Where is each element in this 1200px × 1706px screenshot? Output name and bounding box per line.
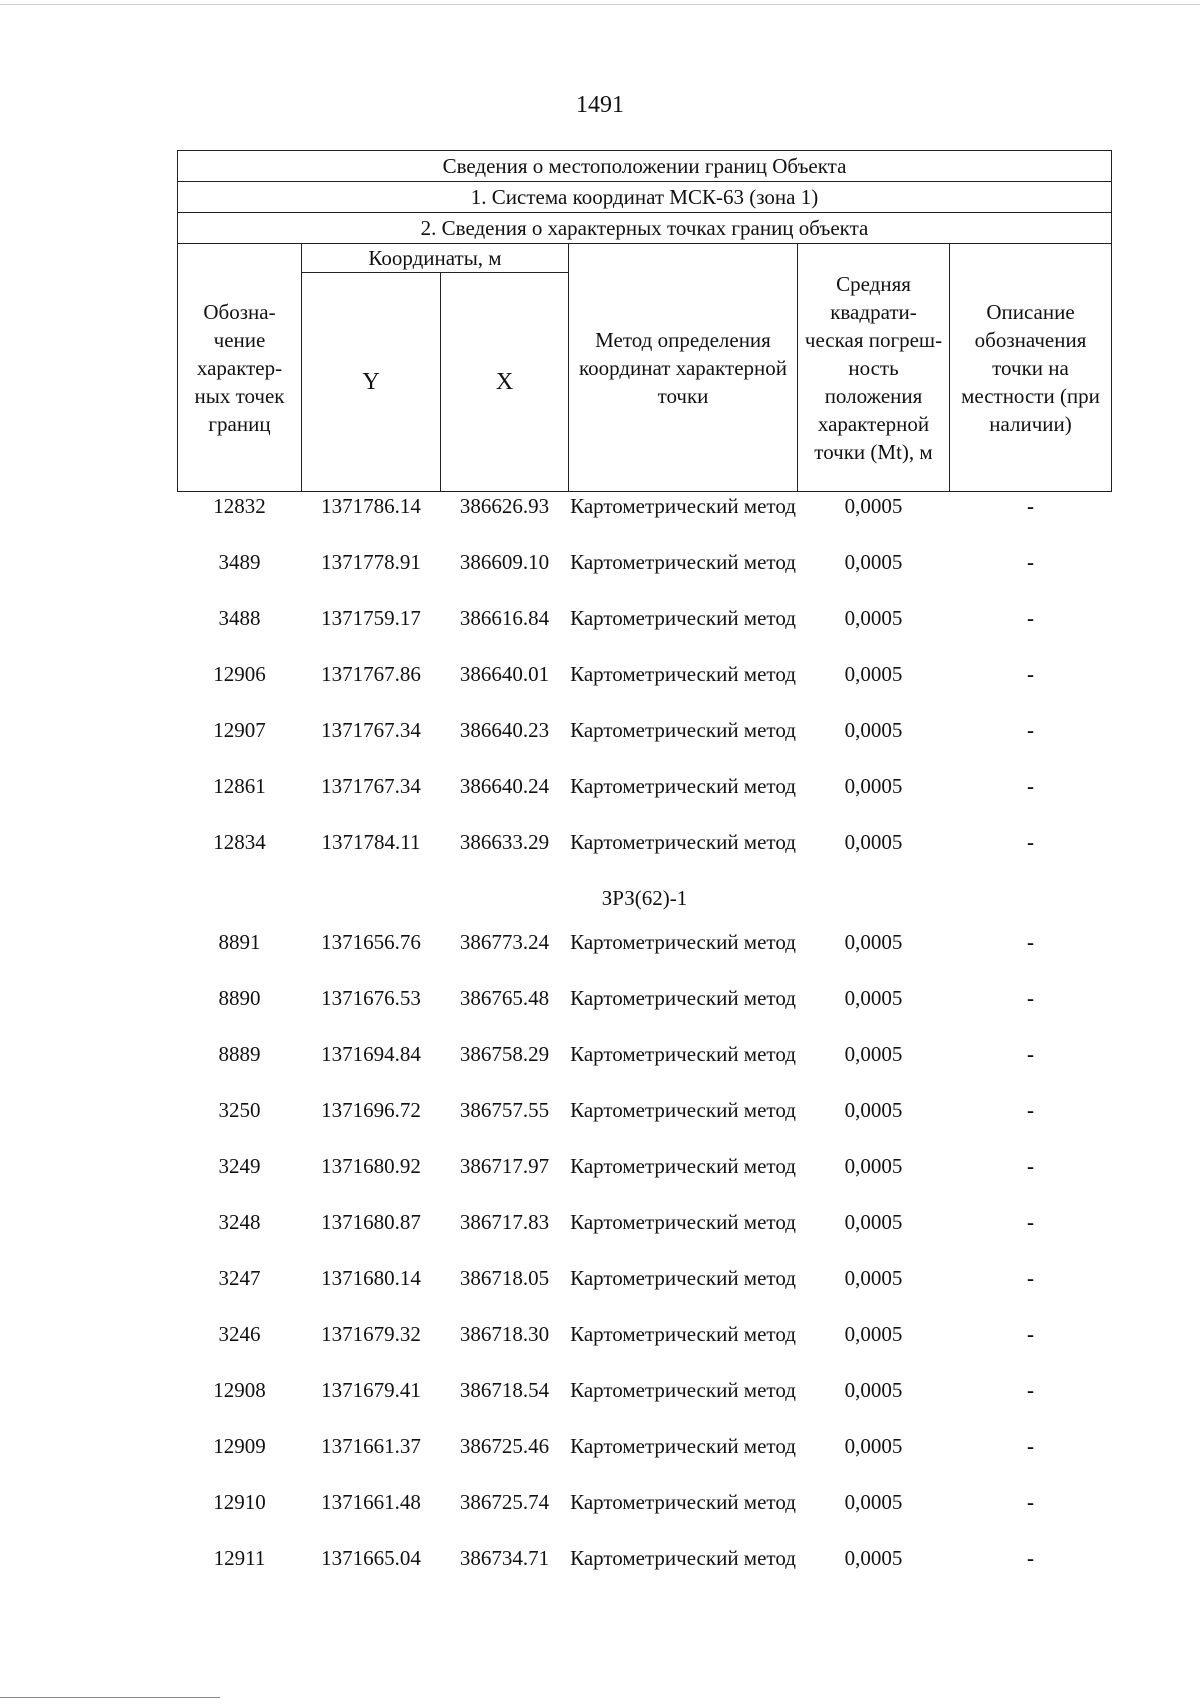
- header-description: Описание обозначения точки на местности (при наличии): [950, 244, 1112, 492]
- method: Картометрический метод: [570, 606, 796, 630]
- error-value: 0,0005: [844, 1042, 903, 1066]
- error-value: 0,0005: [844, 774, 903, 798]
- coord-y: 1371679.41: [321, 1378, 421, 1402]
- point-id: 3489: [218, 550, 261, 574]
- coord-x: 386718.30: [459, 1322, 550, 1346]
- description: [950, 1208, 1112, 1264]
- method: Картометрический метод: [570, 1546, 796, 1570]
- table-row: [178, 1152, 1112, 1208]
- header-method: Метод определения координат характерной точки: [569, 244, 798, 492]
- method: Картометрический метод: [570, 1154, 796, 1178]
- table-row: [178, 660, 1112, 716]
- point-id: 12910: [213, 1490, 266, 1514]
- point-id: 8890: [218, 986, 261, 1010]
- table-row: [178, 772, 1112, 828]
- error-value: 0,0005: [844, 1378, 903, 1402]
- point-id: 8891: [218, 930, 261, 954]
- point-id: 12906: [213, 662, 266, 686]
- table-row: [178, 1544, 1112, 1600]
- coord-y: 1371680.14: [321, 1266, 421, 1290]
- table-row: [178, 548, 1112, 604]
- error-value: 0,0005: [844, 1098, 903, 1122]
- error-value: 0,0005: [844, 1154, 903, 1178]
- coord-x: 386640.01: [459, 662, 550, 686]
- coord-y: 1371786.14: [321, 494, 421, 518]
- method: Картометрический метод: [570, 1266, 796, 1290]
- section-row: [178, 884, 1112, 928]
- table-row: [178, 928, 1112, 984]
- point-id: 3247: [218, 1266, 261, 1290]
- method: Картометрический метод: [570, 662, 796, 686]
- point-id: 12861: [213, 774, 266, 798]
- description-dash: -: [1027, 1546, 1034, 1570]
- table-row: [178, 716, 1112, 772]
- coord-y: 1371767.34: [321, 774, 421, 798]
- error-value: 0,0005: [844, 830, 903, 854]
- coord-y: 1371661.48: [321, 1490, 421, 1514]
- description: [950, 548, 1112, 604]
- description-dash: -: [1027, 606, 1034, 630]
- description: [950, 1040, 1112, 1096]
- method: Картометрический метод: [570, 930, 796, 954]
- description: [950, 1432, 1112, 1488]
- error-value: 0,0005: [844, 1434, 903, 1458]
- table-row: [178, 1320, 1112, 1376]
- description: [950, 1152, 1112, 1208]
- error-value: 0,0005: [844, 606, 903, 630]
- page-number: 1491: [576, 92, 624, 118]
- method: Картометрический метод: [570, 1042, 796, 1066]
- description-dash: -: [1027, 662, 1034, 686]
- section-label: ЗРЗ(62)-1: [601, 886, 688, 910]
- header-x: X: [441, 273, 569, 492]
- description-dash: -: [1027, 774, 1034, 798]
- coord-y: 1371696.72: [321, 1098, 421, 1122]
- coord-y: 1371694.84: [321, 1042, 421, 1066]
- description-dash: -: [1027, 1266, 1034, 1290]
- description-dash: -: [1027, 1154, 1034, 1178]
- coord-x: 386734.71: [459, 1546, 550, 1570]
- error-value: 0,0005: [844, 718, 903, 742]
- coord-y: 1371778.91: [321, 550, 421, 574]
- scan-edge-top: [0, 4, 1200, 5]
- method: Картометрический метод: [570, 1322, 796, 1346]
- point-id: 3488: [218, 606, 261, 630]
- coord-y: 1371665.04: [321, 1546, 421, 1570]
- method: Картометрический метод: [570, 494, 796, 518]
- point-id: 12907: [213, 718, 266, 742]
- coord-x: 386633.29: [459, 830, 550, 854]
- coord-x: 386717.97: [459, 1154, 550, 1178]
- description: [950, 492, 1112, 549]
- error-value: 0,0005: [844, 1490, 903, 1514]
- description: [950, 1264, 1112, 1320]
- description: [950, 1096, 1112, 1152]
- point-id: 12911: [213, 1546, 266, 1570]
- coord-x: 386717.83: [459, 1210, 550, 1234]
- coord-x: 386626.93: [459, 494, 550, 518]
- coord-x: 386718.54: [459, 1378, 550, 1402]
- description-dash: -: [1027, 930, 1034, 954]
- header-y: Y: [302, 273, 441, 492]
- coord-x: 386609.10: [459, 550, 550, 574]
- description-dash: -: [1027, 1434, 1034, 1458]
- coord-x: 386773.24: [459, 930, 550, 954]
- point-id: 12909: [213, 1434, 266, 1458]
- coord-y: 1371661.37: [321, 1434, 421, 1458]
- table-title: Сведения о местоположении границ Объекта: [178, 151, 1112, 182]
- section-title: 2. Сведения о характерных точках границ объекта: [178, 213, 1112, 244]
- description-dash: -: [1027, 1042, 1034, 1066]
- description-dash: -: [1027, 1210, 1034, 1234]
- table-row: [178, 604, 1112, 660]
- coord-x: 386725.74: [459, 1490, 550, 1514]
- method: Картометрический метод: [570, 1378, 796, 1402]
- coord-x: 386757.55: [459, 1098, 550, 1122]
- description-dash: -: [1027, 830, 1034, 854]
- coord-y: 1371680.87: [321, 1210, 421, 1234]
- coord-x: 386765.48: [459, 986, 550, 1010]
- table-row: [178, 1264, 1112, 1320]
- description: [950, 984, 1112, 1040]
- point-id: 3250: [218, 1098, 261, 1122]
- point-id: 12832: [213, 494, 266, 518]
- coord-y: 1371680.92: [321, 1154, 421, 1178]
- header-designation: Обозна-чение характер-ных точек границ: [178, 244, 302, 492]
- error-value: 0,0005: [844, 930, 903, 954]
- description: [950, 1488, 1112, 1544]
- description: [950, 660, 1112, 716]
- method: Картометрический метод: [570, 1210, 796, 1234]
- error-value: 0,0005: [844, 1546, 903, 1570]
- coord-x: 386725.46: [459, 1434, 550, 1458]
- header-coordinates: Координаты, м: [302, 244, 569, 273]
- coord-y: 1371656.76: [321, 930, 421, 954]
- table-row: [178, 1096, 1112, 1152]
- method: Картометрический метод: [570, 550, 796, 574]
- description: [950, 828, 1112, 884]
- description: [950, 1544, 1112, 1600]
- error-value: 0,0005: [844, 1210, 903, 1234]
- description-dash: -: [1027, 1490, 1034, 1514]
- coordinate-system: 1. Система координат МСК-63 (зона 1): [178, 182, 1112, 213]
- method: Картометрический метод: [570, 774, 796, 798]
- description-dash: -: [1027, 718, 1034, 742]
- scan-edge-bottom: [0, 1697, 220, 1698]
- error-value: 0,0005: [844, 986, 903, 1010]
- method: Картометрический метод: [570, 1490, 796, 1514]
- point-id: 12908: [213, 1378, 266, 1402]
- description: [950, 1320, 1112, 1376]
- coord-y: 1371759.17: [321, 606, 421, 630]
- method: Картометрический метод: [570, 1434, 796, 1458]
- description: [950, 716, 1112, 772]
- error-value: 0,0005: [844, 550, 903, 574]
- coord-y: 1371767.34: [321, 718, 421, 742]
- error-value: 0,0005: [844, 662, 903, 686]
- table-row: [178, 1432, 1112, 1488]
- description: [950, 604, 1112, 660]
- description-dash: -: [1027, 1322, 1034, 1346]
- description: [950, 1376, 1112, 1432]
- table-row: [178, 984, 1112, 1040]
- coord-x: 386640.23: [459, 718, 550, 742]
- table-body: [178, 492, 1112, 1601]
- point-id: 8889: [218, 1042, 261, 1066]
- table-row: [178, 1040, 1112, 1096]
- table-header: [178, 151, 1112, 492]
- table-row: [178, 1488, 1112, 1544]
- method: Картометрический метод: [570, 718, 796, 742]
- method: Картометрический метод: [570, 830, 796, 854]
- coord-y: 1371784.11: [321, 830, 421, 854]
- error-value: 0,0005: [844, 1266, 903, 1290]
- point-id: 3246: [218, 1322, 261, 1346]
- coord-y: 1371679.32: [321, 1322, 421, 1346]
- coordinates-table: [177, 150, 1112, 1600]
- description-dash: -: [1027, 494, 1034, 518]
- header-error: Средняя квадрати-ческая погреш-ность положения характерной точки (Mt), м: [798, 244, 950, 492]
- description-dash: -: [1027, 1098, 1034, 1122]
- description: [950, 772, 1112, 828]
- description-dash: -: [1027, 550, 1034, 574]
- coord-x: 386758.29: [459, 1042, 550, 1066]
- method: Картометрический метод: [570, 986, 796, 1010]
- description: [950, 928, 1112, 984]
- point-id: 3248: [218, 1210, 261, 1234]
- coord-x: 386616.84: [459, 606, 550, 630]
- coord-y: 1371676.53: [321, 986, 421, 1010]
- coord-y: 1371767.86: [321, 662, 421, 686]
- method: Картометрический метод: [570, 1098, 796, 1122]
- description-dash: -: [1027, 986, 1034, 1010]
- table-row: [178, 828, 1112, 884]
- point-id: 12834: [213, 830, 266, 854]
- error-value: 0,0005: [844, 494, 903, 518]
- error-value: 0,0005: [844, 1322, 903, 1346]
- point-id: 3249: [218, 1154, 261, 1178]
- table-row: [178, 1208, 1112, 1264]
- description-dash: -: [1027, 1378, 1034, 1402]
- table-row: [178, 1376, 1112, 1432]
- coord-x: 386718.05: [459, 1266, 550, 1290]
- table-row: [178, 492, 1112, 549]
- coord-x: 386640.24: [459, 774, 550, 798]
